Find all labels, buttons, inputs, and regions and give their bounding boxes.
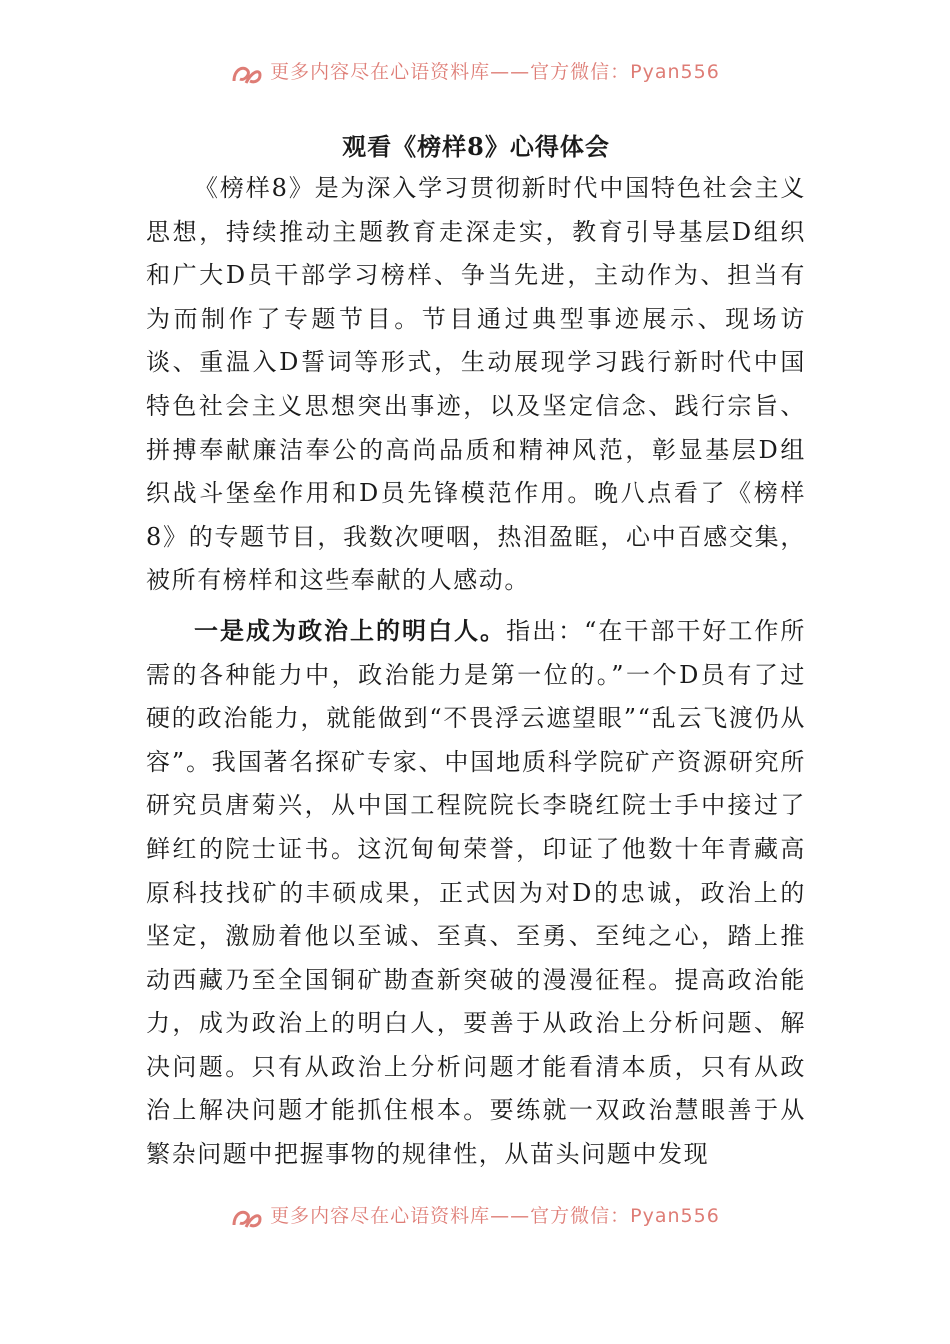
paragraph-text: 指出：“在干部干好工作所需的各种能力中，政治能力是第一位的。”一个D员有了过硬的政治能力，就能做到“不畏浮云遮望眼”“乱云飞渡仍从容”。我国著名探矿专家、中国地质科学院矿产资源研究所研究员唐菊兴，从中国工程院院长李晓红院士手中接过了鲜红的院士证书。这沉甸甸荣誉，印证了他数十年青藏高原科技找矿的丰硕成果，正式因为对D的忠诚，政治上的坚定，激励着他以至诚、至真、至勇、至纯之心，踏上推动西藏乃至全国铜矿勘查新突破的漫漫征程。提高政治能力，成为政治上的明白人，要善于从政治上分析问题、解决问题。只有从政治上分析问题才能看清本质，只有从政治上解决问题才能抓住根本。要练就一双政治慧眼善于从繁杂问题中把握事物的规律性，从苗头问题中发现 <box>146 616 807 1169</box>
paragraph-point-one <box>146 609 806 1177</box>
paragraph-text: 《榜样8》是为深入学习贯彻新时代中国特色社会主义思想，持续推动主题教育走深走实，教育引导基层D组织和广大D员干部学习榜样、争当先进，主动作为、担当有为而制作了专题节目。节目通过典型事迹展示、现场访谈、重温入D誓词等形式，生动展现学习践行新时代中国特色社会主义思想突出事迹，以及坚定信念、践行宗旨、拼搏奉献廉洁奉公的高尚品质和精神风范，彰显基层D组织战斗堡垒作用和D员先锋模范作用。晚八点看了《榜样8》的专题节目，我数次哽咽，热泪盈眶，心中百感交集，被所有榜样和这些奉献的人感动。 <box>146 174 806 595</box>
watermark-text: 更多内容尽在心语资料库——官方微信：Pyan556 <box>270 1204 720 1227</box>
watermark-text: 更多内容尽在心语资料库——官方微信：Pyan556 <box>270 60 720 83</box>
paragraph-intro <box>146 166 806 603</box>
watermark-footer <box>0 1202 950 1236</box>
watermark-logo-icon <box>230 1205 264 1233</box>
watermark-header <box>0 58 950 92</box>
watermark-logo-icon <box>230 61 264 89</box>
document-body <box>146 128 806 1177</box>
document-title: 观看《榜样8》心得体会 <box>342 132 610 161</box>
paragraph-lead: 一是成为政治上的明白人。 <box>194 615 507 645</box>
